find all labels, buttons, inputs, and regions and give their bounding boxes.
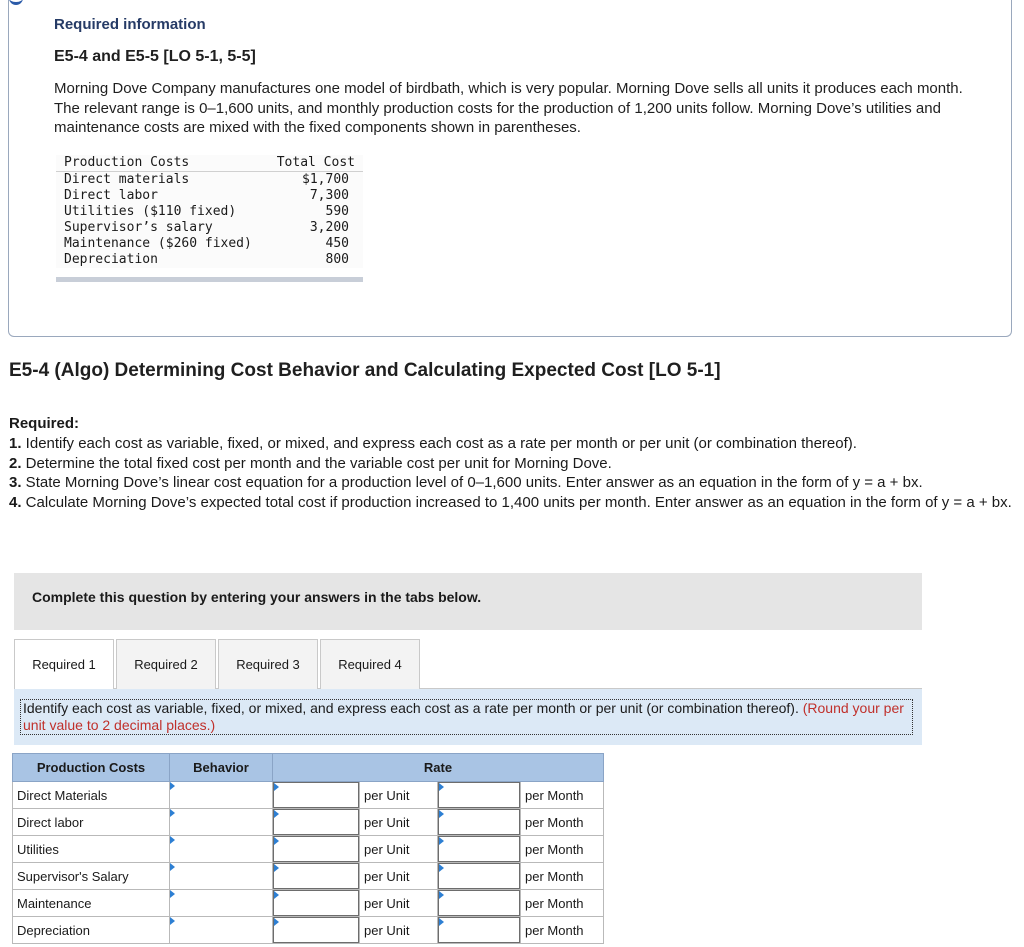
tab-required-2[interactable]: Required 2 (116, 639, 216, 689)
behavior-dropdown-cell (170, 782, 273, 809)
behavior-dropdown-cell (170, 809, 273, 836)
rate-per-month-input-cell (438, 917, 521, 944)
rate-per-unit-input[interactable] (273, 917, 359, 943)
cost-table-row (56, 188, 363, 204)
behavior-dropdown-cell (170, 863, 273, 890)
rounding-note: (Round your per unit value to 2 decimal places.) (23, 700, 904, 733)
instruction-panel (14, 689, 922, 745)
rate-per-month-input[interactable] (438, 863, 520, 889)
cost-item: Direct materials (64, 172, 190, 187)
per-unit-label: per Unit (360, 863, 438, 890)
rate-per-unit-input[interactable] (273, 782, 359, 808)
rate-per-month-input-cell (438, 863, 521, 890)
per-unit-label: per Unit (360, 782, 438, 809)
rate-per-unit-input-cell (273, 917, 360, 944)
tab-required-4[interactable]: Required 4 (320, 639, 420, 689)
per-month-label: per Month (521, 917, 604, 944)
cost-item: Direct labor (64, 188, 158, 203)
intro-paragraph: Morning Dove Company manufactures one model of birdbath, which is very popular. Morning Dove sells all units it produces each month. The relevant range is 0–1,600 units, and monthly production costs for the production of 1,200 units follow. Morning Dove’s utilities and maintenance costs are mixed with the fixed components shown in parentheses. (54, 80, 963, 136)
rate-per-month-input[interactable] (438, 836, 520, 862)
behavior-dropdown[interactable] (170, 890, 272, 916)
rate-per-month-input[interactable] (438, 890, 520, 916)
behavior-dropdown-cell (170, 890, 273, 917)
cost-amount: 7,300 (309, 188, 349, 203)
cost-table-row (56, 220, 363, 236)
per-month-label: per Month (521, 782, 604, 809)
cost-amount: 3,200 (309, 220, 349, 235)
cost-item: Utilities ($110 fixed) (64, 204, 237, 219)
instruction-text: Identify each cost as variable, fixed, or mixed, and express each cost as a rate per month or per unit (or combination thereof). (23, 700, 799, 716)
per-unit-label: per Unit (360, 809, 438, 836)
rate-per-month-input[interactable] (438, 809, 520, 835)
per-month-label: per Month (521, 836, 604, 863)
required-information-title: Required information (54, 16, 206, 33)
answer-header-rate: Rate (273, 754, 604, 782)
rate-per-unit-input[interactable] (273, 890, 359, 916)
cost-amount: 450 (325, 236, 349, 251)
rate-per-unit-input-cell (273, 836, 360, 863)
rate-per-month-input-cell (438, 836, 521, 863)
per-month-label: per Month (521, 863, 604, 890)
answer-row (13, 863, 604, 890)
required-item: 4. Calculate Morning Dove’s expected total cost if production increased to 1,400 units per month. Enter answer as an equation in the form of y = a + bx. (9, 493, 1012, 511)
cost-item: Maintenance ($260 fixed) (64, 236, 252, 251)
rate-per-unit-input[interactable] (273, 809, 359, 835)
complete-question-text: Complete this question by entering your answers in the tabs below. (32, 589, 482, 605)
rate-per-unit-input-cell (273, 890, 360, 917)
per-unit-label: per Unit (360, 890, 438, 917)
behavior-dropdown[interactable] (170, 836, 272, 862)
behavior-dropdown[interactable] (170, 863, 272, 889)
rate-per-month-input[interactable] (438, 782, 520, 808)
rate-per-unit-input[interactable] (273, 863, 359, 889)
per-month-label: per Month (521, 890, 604, 917)
rate-per-unit-input-cell (273, 863, 360, 890)
per-unit-label: per Unit (360, 836, 438, 863)
required-item: 1. Identify each cost as variable, fixed, or mixed, and express each cost as a rate per month or per unit (or combination thereof). (9, 435, 857, 452)
cost-label: Utilities (13, 836, 170, 863)
cost-amount: $1,700 (302, 172, 349, 187)
answer-header-behavior: Behavior (170, 754, 273, 782)
cost-label: Direct Materials (13, 782, 170, 809)
exercise-heading: E5-4 and E5-5 [LO 5-1, 5-5] (54, 48, 256, 65)
panel-corner-marker (9, 0, 23, 5)
cost-table-row (56, 204, 363, 220)
behavior-dropdown[interactable] (170, 809, 272, 835)
per-unit-label: per Unit (360, 917, 438, 944)
answer-header-costs: Production Costs (13, 754, 170, 782)
cost-amount: 590 (325, 204, 349, 219)
required-item: 2. Determine the total fixed cost per month and the variable cost per unit for Morning Dove. (9, 454, 612, 472)
cost-item: Depreciation (64, 252, 158, 267)
rate-per-month-input[interactable] (438, 917, 520, 943)
behavior-dropdown-cell (170, 917, 273, 944)
cost-item: Supervisor’s salary (64, 220, 213, 235)
cost-label: Direct labor (13, 809, 170, 836)
cost-table-header-total: Total Cost (266, 155, 363, 172)
required-list (9, 434, 1014, 512)
answer-row (13, 836, 604, 863)
cost-table-row (56, 236, 363, 252)
complete-question-banner (14, 573, 922, 630)
behavior-dropdown[interactable] (170, 917, 272, 943)
cost-table-scrollbar[interactable] (56, 277, 363, 282)
answer-table (12, 753, 604, 944)
required-label: Required: (9, 415, 80, 432)
tab-required-3[interactable]: Required 3 (218, 639, 318, 689)
cost-amount: 800 (325, 252, 349, 267)
tab-required-1[interactable]: Required 1 (14, 639, 114, 689)
cost-table-row (56, 252, 363, 268)
rate-per-month-input-cell (438, 890, 521, 917)
required-item: 3. State Morning Dove’s linear cost equation for a production level of 0–1,600 units. Enter answer as an equation in the form of y = a + bx. (9, 474, 923, 491)
rate-per-month-input-cell (438, 809, 521, 836)
rate-per-unit-input[interactable] (273, 836, 359, 862)
production-costs-table (56, 155, 363, 268)
cost-label: Depreciation (13, 917, 170, 944)
answer-row (13, 782, 604, 809)
cost-label: Maintenance (13, 890, 170, 917)
rate-per-month-input-cell (438, 782, 521, 809)
cost-label: Supervisor's Salary (13, 863, 170, 890)
answer-row (13, 917, 604, 944)
rate-per-unit-input-cell (273, 809, 360, 836)
per-month-label: per Month (521, 809, 604, 836)
answer-row (13, 890, 604, 917)
behavior-dropdown-cell (170, 836, 273, 863)
cost-table-header-item: Production Costs (56, 155, 266, 172)
rate-per-unit-input-cell (273, 782, 360, 809)
answer-row (13, 809, 604, 836)
instruction-text-box (20, 699, 913, 735)
section-title: E5-4 (Algo) Determining Cost Behavior and Calculating Expected Cost [LO 5-1] (9, 360, 721, 381)
cost-table-row (56, 172, 363, 189)
tab-bar (14, 639, 422, 689)
behavior-dropdown[interactable] (170, 782, 272, 808)
